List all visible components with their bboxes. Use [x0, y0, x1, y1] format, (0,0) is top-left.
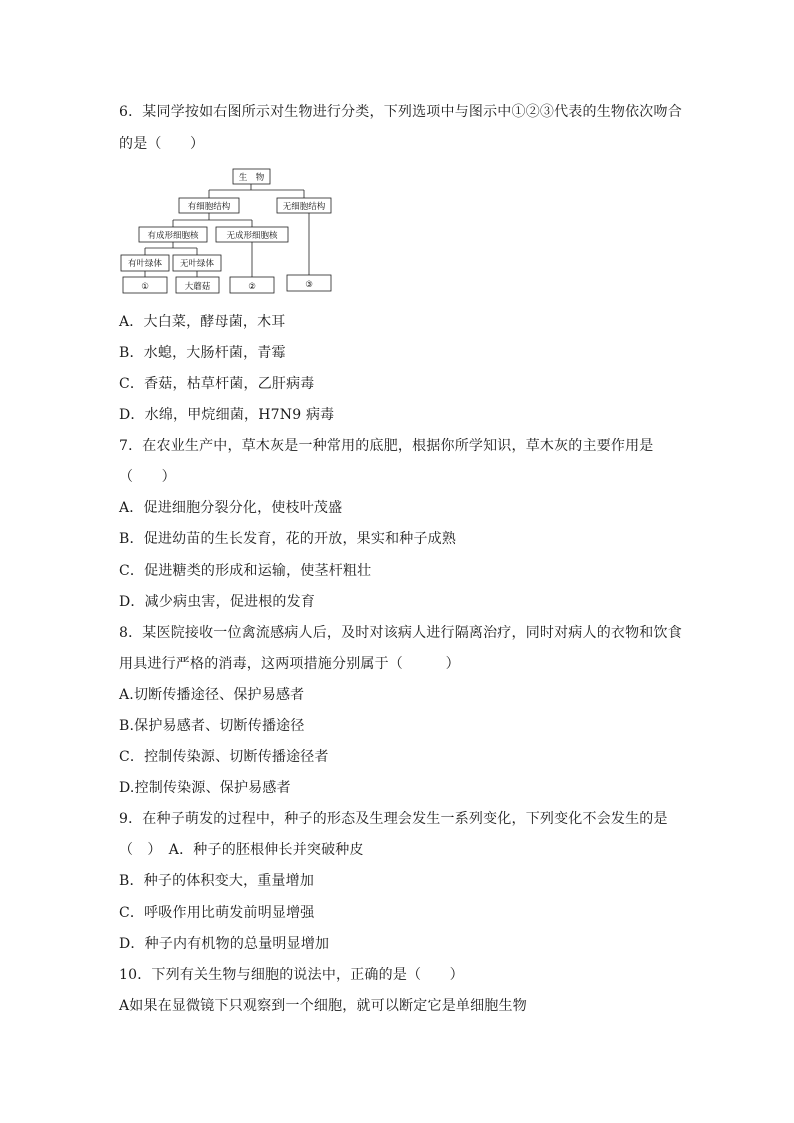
q7-option-a: A．促进细胞分裂分化，使枝叶茂盛	[119, 500, 343, 516]
q7-stem-line2: （ ）	[119, 469, 176, 485]
node-nucleus-unformed: 无成形细胞核	[226, 231, 278, 241]
q7-option-d: D．减少病虫害，促进根的发育	[119, 594, 316, 610]
node-without-chloroplast: 无叶绿体	[179, 259, 215, 269]
q8-option-a: A.切断传播途径、保护易感者	[119, 687, 305, 703]
q9-option-b: B．种子的体积变大，重量增加	[119, 873, 315, 889]
q9-option-c: C．呼吸作用比萌发前明显增强	[119, 905, 315, 921]
q6-option-a: A．大白菜，酵母菌，木耳	[119, 314, 286, 330]
q9-stem-line2: （ ） A．种子的胚根伸长并突破种皮	[119, 842, 364, 858]
q6-stem-line2: 的是（ ）	[119, 136, 205, 152]
q7-stem-line1: 7．在农业生产中，草木灰是一种常用的底肥，根据你所学知识，草木灰的主要作用是	[119, 438, 654, 454]
classification-diagram	[119, 165, 339, 297]
node-leaf1: ①	[141, 282, 149, 292]
q6-option-d: D．水绵，甲烷细菌，H7N9 病毒	[119, 407, 335, 423]
q8-stem-line2: 用具进行严格的消毒，这两项措施分别属于（ ）	[119, 656, 460, 672]
node-nucleus-formed: 有成形细胞核	[147, 231, 199, 241]
node-leaf3: ③	[305, 280, 313, 290]
q7-option-b: B．促进幼苗的生长发育，花的开放，果实和种子成熟	[119, 531, 457, 547]
q8-option-b: B.保护易感者、切断传播途径	[119, 718, 305, 734]
q9-option-d: D．种子内有机物的总量明显增加	[119, 936, 330, 952]
q10-stem-line1: 10．下列有关生物与细胞的说法中，正确的是（ ）	[119, 967, 464, 983]
node-root: 生 物	[238, 173, 265, 183]
q8-option-d: D.控制传染源、保护易感者	[119, 780, 291, 796]
q6-option-b: B．水螅，大肠杆菌，青霉	[119, 345, 286, 361]
q6-option-c: C．香菇，枯草杆菌，乙肝病毒	[119, 376, 315, 392]
node-cellular: 有细胞结构	[187, 202, 231, 212]
q9-stem-line1: 9．在种子萌发的过程中，种子的形态及生理会发生一系列变化，下列变化不会发生的是	[119, 811, 668, 827]
q6-stem-line1: 6．某同学按如右图所示对生物进行分类，下列选项中与图示中①②③代表的生物依次吻合	[119, 104, 682, 120]
q8-option-c: C．控制传染源、切断传播途径者	[119, 749, 329, 765]
q7-option-c: C．促进糖类的形成和运输，使茎杆粗壮	[119, 563, 372, 579]
q10-option-a: A如果在显微镜下只观察到一个细胞，就可以断定它是单细胞生物	[119, 998, 527, 1014]
q8-stem-line1: 8．某医院接收一位禽流感病人后，及时对该病人进行隔离治疗，同时对病人的衣物和饮食	[119, 625, 682, 641]
node-acellular: 无细胞结构	[282, 202, 326, 212]
node-with-chloroplast: 有叶绿体	[127, 259, 163, 269]
node-leaf-mushroom: 大蘑菇	[184, 282, 211, 292]
node-leaf2: ②	[248, 282, 256, 292]
